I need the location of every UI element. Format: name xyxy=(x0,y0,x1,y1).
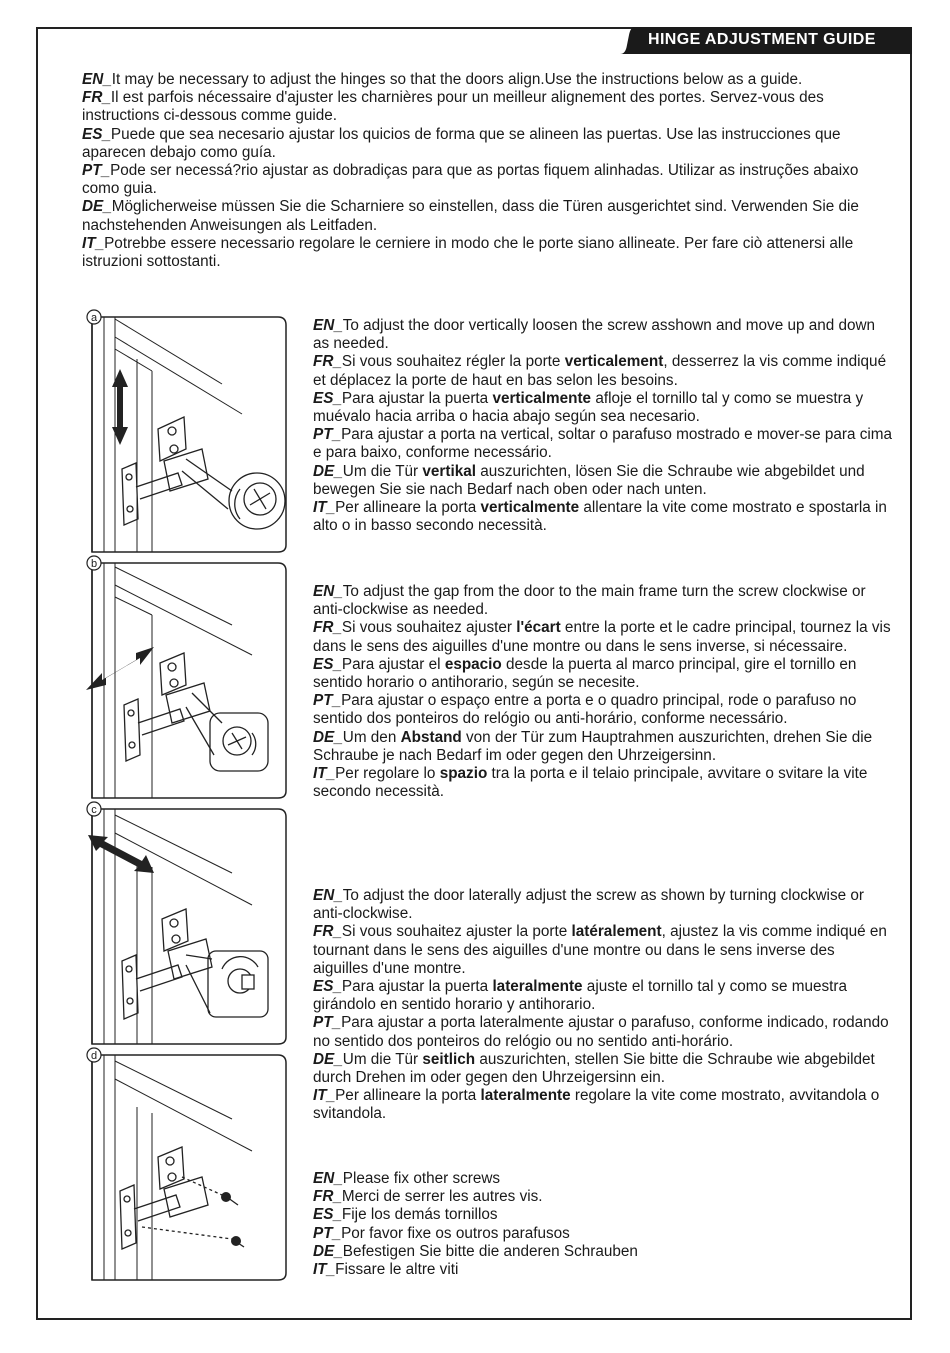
lang-code: ES_ xyxy=(313,1206,342,1224)
lang-code: EN_ xyxy=(313,583,343,600)
sec-line xyxy=(313,887,893,923)
lang-code: IT_ xyxy=(313,765,336,783)
lang-code: FR_ xyxy=(313,353,342,371)
sec-line xyxy=(313,317,893,353)
intro-es-text: Puede que sea necesario ajustar los quicios de forma que se alineen las puertas. Use las instrucciones que aparecen debajo como guía. xyxy=(82,125,841,161)
intro-en xyxy=(82,71,882,89)
lang-code: DE_ xyxy=(313,1242,343,1260)
sec-line xyxy=(313,765,893,801)
line-text: Befestigen Sie bitte die anderen Schrauben xyxy=(342,1242,638,1260)
line-text: Merci de serrer les autres vis. xyxy=(341,1188,543,1206)
sec-line xyxy=(313,923,893,978)
section-gap xyxy=(313,583,893,801)
lang-code: ES_ xyxy=(313,978,342,996)
line-text: auszurichten, stellen Sie bitte die Schraube wie abgebildet durch Drehen im oder gegen den Uhrzeigersinn ein. xyxy=(313,1050,875,1087)
line-text: Um die Tür xyxy=(342,462,423,480)
line-text: tra la porta e il telaio principale, avvitare o svitare la vite secondo necessità. xyxy=(313,765,868,801)
lang-code: PT_ xyxy=(313,692,342,710)
line-text: Para ajustar a porta na vertical, soltar o parafuso mostrado e mover-se para cima e para baixo, conforme necessário. xyxy=(313,426,893,462)
lang-code: PT_ xyxy=(313,1014,342,1032)
line-bold: spazio xyxy=(439,765,488,783)
line-text: Per allineare la porta xyxy=(335,1087,481,1105)
line-bold: l'écart xyxy=(516,619,561,637)
intro-en-text: It may be necessary to adjust the hinges so that the doors align.Use the instructions below as a guide. xyxy=(111,71,803,88)
section-fix-screws xyxy=(313,1170,893,1279)
figure-d-label: d xyxy=(90,1050,98,1062)
line-text: regolare la vite come mostrato, avvitandola o svitandola. xyxy=(313,1087,880,1123)
line-text: Fije los demás tornillos xyxy=(341,1206,498,1224)
intro-de xyxy=(82,198,882,234)
lang-code: PT_ xyxy=(313,426,342,444)
line-bold: verticalement xyxy=(564,353,664,371)
lang-code: IT_ xyxy=(313,1261,336,1279)
sec-line xyxy=(313,1051,893,1087)
line-bold: Abstand xyxy=(400,728,462,746)
line-text: von der Tür zum Hauptrahmen auszurichten, drehen Sie die Schraube je nach Bedarf im oder gegen den Uhrzeigersinn. xyxy=(313,728,873,764)
sec-line xyxy=(313,463,893,499)
line-text: ajuste el tornillo tal y como se muestra girándolo en sentido horario y antihorario. xyxy=(313,978,847,1014)
lang-code: FR_ xyxy=(82,89,111,107)
intro-text xyxy=(82,71,882,271)
line-text: To adjust the door vertically loosen the screw asshown and move up and down as needed. xyxy=(313,317,876,353)
line-text: auszurichten, lösen Sie die Schraube wie abgebildet und bewegen Sie sie nach Bedarf nach oben oder nach unten. xyxy=(313,462,865,498)
line-text: Fissare le altre viti xyxy=(335,1261,459,1279)
sec-line xyxy=(313,1243,893,1261)
lang-code: EN_ xyxy=(313,317,343,334)
sec-line xyxy=(313,1261,893,1279)
lang-code: DE_ xyxy=(313,728,343,746)
hinge-fix-screws-illustration xyxy=(82,1047,289,1282)
line-bold: vertikal xyxy=(422,462,476,480)
sec-line xyxy=(313,1206,893,1224)
line-text: Para ajustar la puerta xyxy=(341,389,493,407)
lang-code: DE_ xyxy=(313,1050,343,1068)
line-text: Por favor fixe os outros parafusos xyxy=(341,1224,570,1242)
line-text: Um die Tür xyxy=(342,1050,423,1068)
line-text: Para ajustar el xyxy=(341,655,445,673)
page-title: HINGE ADJUSTMENT GUIDE xyxy=(648,31,876,48)
header-tab xyxy=(620,27,912,54)
sec-line xyxy=(313,1087,893,1123)
intro-it xyxy=(82,235,882,271)
lang-code: EN_ xyxy=(313,1170,343,1187)
line-bold: verticalmente xyxy=(480,499,580,517)
sec-line xyxy=(313,499,893,535)
line-bold: latéralement xyxy=(571,923,662,941)
sec-line xyxy=(313,656,893,692)
intro-fr xyxy=(82,89,882,125)
intro-de-text: Möglicherweise müssen Sie die Scharniere so einstellen, dass die Türen ausgerichtet sind. Verwenden Sie die nachstehenden Anweisungen als Leitfaden. xyxy=(82,198,859,234)
intro-fr-text: Il est parfois nécessaire d'ajuster les charnières pour un meilleur alignement des portes. Servez-vous des instructions ci-dessous comme guide. xyxy=(82,89,824,125)
figure-a-label: a xyxy=(90,312,98,324)
intro-pt xyxy=(82,162,882,198)
line-text: Para ajustar a porta lateralmente ajustar o parafuso, conforme indicado, rodando no sentido dos ponteiros do relógio ou no sentido anti-horário. xyxy=(313,1014,889,1050)
sec-line xyxy=(313,1014,893,1050)
lang-code: FR_ xyxy=(313,1188,342,1206)
sec-line xyxy=(313,1225,893,1243)
line-text: Per allineare la porta xyxy=(335,499,481,517)
lang-code: IT_ xyxy=(313,499,336,517)
lang-code: EN_ xyxy=(313,887,343,904)
lang-code: ES_ xyxy=(313,655,342,673)
lang-code: ES_ xyxy=(82,125,111,143)
intro-es xyxy=(82,126,882,162)
sec-line xyxy=(313,1188,893,1206)
line-text: To adjust the gap from the door to the main frame turn the screw clockwise or anti-clockwise as needed. xyxy=(313,583,866,619)
figure-b xyxy=(82,555,289,800)
lang-code: EN_ xyxy=(82,71,112,88)
sec-line xyxy=(313,729,893,765)
figure-c-label: c xyxy=(91,804,97,816)
line-bold: verticalmente xyxy=(492,389,592,407)
line-text: Per regolare lo xyxy=(335,765,440,783)
lang-code: PT_ xyxy=(82,162,111,180)
section-vertical xyxy=(313,317,893,535)
sec-line xyxy=(313,390,893,426)
line-text: Para ajustar la puerta xyxy=(341,978,493,996)
section-lateral xyxy=(313,887,893,1124)
line-text: Si vous souhaitez ajuster xyxy=(341,619,517,637)
figure-a xyxy=(82,309,289,554)
lang-code: FR_ xyxy=(313,619,342,637)
line-text: Um den xyxy=(342,728,401,746)
figure-d xyxy=(82,1047,289,1282)
intro-it-text: Potrebbe essere necessario regolare le cerniere in modo che le porte siano allineate. Per fare ciò attenersi alle istruzioni sottostanti. xyxy=(82,234,854,271)
hinge-lateral-illustration xyxy=(82,801,289,1046)
sec-line xyxy=(313,583,893,619)
line-text: , desserrez la vis comme indiqué et déplacez la porte de haut en bas selon les besoins. xyxy=(313,353,887,389)
line-text: , ajustez la vis comme indiqué en tournant dans le sens des aiguilles d'une montre ou dans le sens inverse des aiguilles d'une montre. xyxy=(313,923,887,977)
line-text: Si vous souhaitez régler la porte xyxy=(341,353,565,371)
lang-code: DE_ xyxy=(82,198,112,216)
sec-line xyxy=(313,978,893,1014)
lang-code: PT_ xyxy=(313,1224,342,1242)
line-text: Para ajustar o espaço entre a porta e o quadro principal, rode o parafuso no sentido dos ponteiros do relógio ou anti-horário, conforme necessário. xyxy=(313,692,857,728)
sec-line xyxy=(313,353,893,389)
figure-c xyxy=(82,801,289,1046)
line-bold: espacio xyxy=(444,655,502,673)
lang-code: DE_ xyxy=(313,462,343,480)
sec-line xyxy=(313,619,893,655)
line-bold: lateralmente xyxy=(480,1087,571,1105)
line-text: To adjust the door laterally adjust the screw as shown by turning clockwise or anti-clockwise. xyxy=(313,887,864,923)
lang-code: FR_ xyxy=(313,923,342,941)
sec-line xyxy=(313,692,893,728)
line-text: desde la puerta al marco principal, gire el tornillo en sentido horario o antihorario, según se necesite. xyxy=(313,655,857,692)
hinge-gap-illustration xyxy=(82,555,289,800)
line-text: afloje el tornillo tal y como se muestra y muévalo hacia arriba o hacia abajo según sea necesario. xyxy=(313,389,864,426)
sec-line xyxy=(313,1170,893,1188)
figure-b-label: b xyxy=(90,558,98,570)
lang-code: IT_ xyxy=(313,1087,336,1105)
line-text: allentare la vite come mostrato e spostarla in alto o in basso secondo necessità. xyxy=(313,499,887,535)
hinge-vertical-illustration xyxy=(82,309,289,554)
sec-line xyxy=(313,426,893,462)
lang-code: IT_ xyxy=(82,234,105,252)
line-bold: seitlich xyxy=(422,1050,476,1068)
line-text: entre la porte et le cadre principal, tournez la vis dans le sens des aiguilles d'une montre ou dans le sens inverse, si nécessaire. xyxy=(313,619,891,655)
line-text: Please fix other screws xyxy=(342,1170,501,1187)
lang-code: ES_ xyxy=(313,389,342,407)
line-text: Si vous souhaitez ajuster la porte xyxy=(341,923,572,941)
line-bold: lateralmente xyxy=(492,978,583,996)
intro-pt-text: Pode ser necessá?rio ajustar as dobradiças para que as portas fiquem alinhadas. Utilizar as instruções abaixo como guia. xyxy=(82,162,859,198)
